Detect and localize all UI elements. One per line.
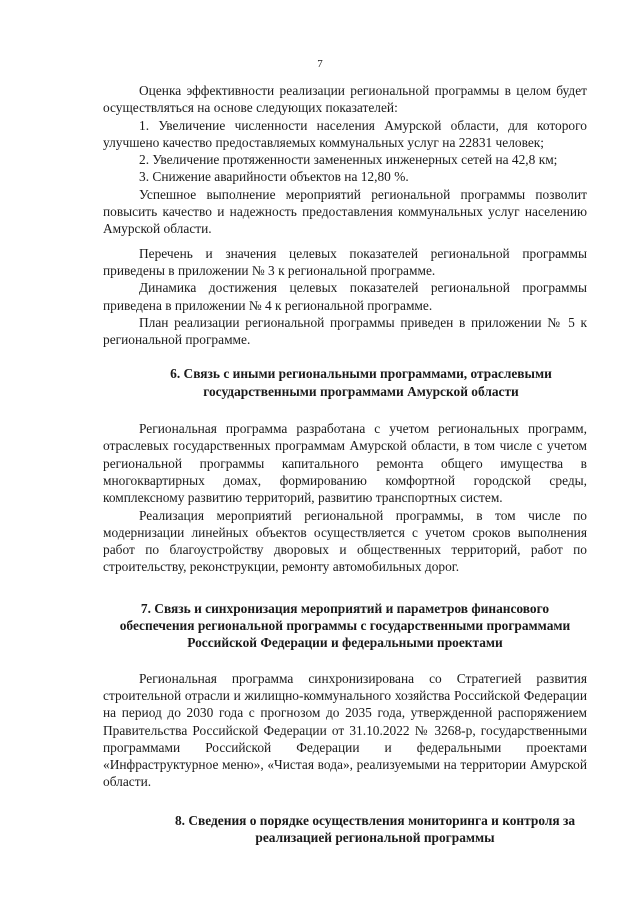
targets-list-paragraph: Перечень и значения целевых показателей региональной программы приведены в приложении № 3 к региональной программе. bbox=[103, 245, 587, 278]
section-7-paragraph-1: Региональная программа синхронизирована со Стратегией развития строительной отрасли и жилищно-коммунального хозяйства Российской Федерации на период до 2030 года с прогнозом до 2035 года, утвержденной распоряжением Правительства Российской Федерации от 31.10.2022 № 3268-р, государственными программами Российской Федерации и федеральными проектами «Инфраструктурное меню», «Чистая вода», реализуемыми на территории Амурской области. bbox=[103, 670, 587, 790]
section-6-paragraph-2: Реализация мероприятий региональной программы, в том числе по модернизации линейных объектов осуществляется с учетом сроков выполнения работ по благоустройству дворовых и общественных территорий, работ по строительству, реконструкции, ремонту автомобильных дорог. bbox=[103, 507, 587, 575]
targets-dynamics-paragraph: Динамика достижения целевых показателей региональной программы приведена в приложении № 4 к региональной программе. bbox=[103, 280, 587, 313]
page-content bbox=[103, 82, 587, 846]
intro-paragraph: Оценка эффективности реализации региональной программы в целом будет осуществляться на основе следующих показателей: bbox=[103, 83, 587, 116]
section-6-heading: 6. Связь с иными региональными программами, отраслевыми государственными программами Амурской области bbox=[170, 366, 552, 399]
plan-paragraph: План реализации региональной программы приведен в приложении № 5 к региональной программе. bbox=[103, 314, 587, 348]
indicator-item: 3. Снижение аварийности объектов на 12,80 %. bbox=[139, 169, 409, 185]
section-6-paragraph-1: Региональная программа разработана с учетом региональных программ, отраслевых государственных программам Амурской области, в том числе с учетом региональной программы капитального ремонта общего имущества в многоквартирных домах, формированию комфортной городской среды, комплексному развитию территорий, развитию транспортных систем. bbox=[103, 421, 587, 506]
section-8-heading: 8. Сведения о порядке осуществления мониторинга и контроля за реализацией региональной программы bbox=[174, 812, 576, 845]
success-paragraph: Успешное выполнение мероприятий региональной программы позволит повысить качество и надежность предоставления коммунальных услуг населению Амурской области. bbox=[103, 186, 587, 237]
page-number: 7 bbox=[317, 58, 323, 70]
indicator-item: 2. Увеличение протяженности замененных инженерных сетей на 42,8 км; bbox=[139, 152, 558, 168]
section-7-heading: 7. Связь и синхронизация мероприятий и параметров финансового обеспечения региональной программы с государственными программами Российской Федерации и федеральными проектами bbox=[119, 600, 571, 651]
indicator-item: 1. Увеличение численности населения Амурской области, для которого улучшено качество предоставляемых коммунальных услуг на 22831 человек; bbox=[103, 117, 587, 150]
